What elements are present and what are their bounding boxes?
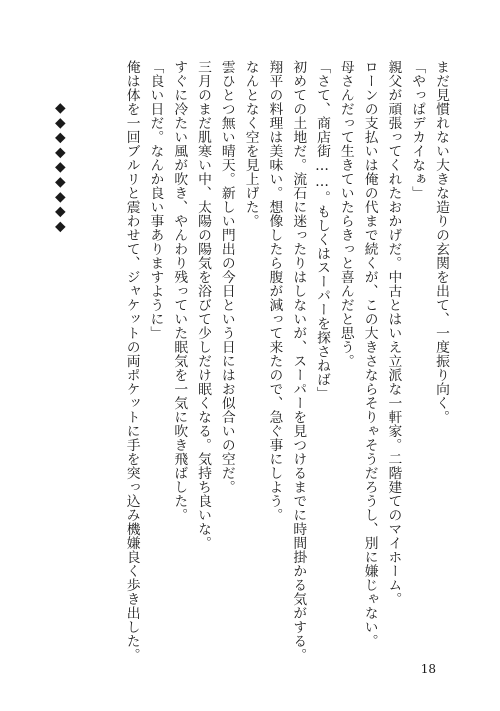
blank-line bbox=[71, 60, 95, 630]
blank-line bbox=[0, 60, 24, 630]
text-line: 俺は体を一回ブルリと震わせて、ジャケットの両ポケットに手を突っ込み機嫌良く歩き出した。 bbox=[123, 60, 140, 662]
dialogue-line: 「さて、商店街……。もしくはスーパーを探さねば」 bbox=[314, 60, 331, 401]
blank-line bbox=[95, 60, 119, 630]
text-line: すぐに冷たい風が吹き、やんわり残っていた眠気を一気に吹き飛ばした。 bbox=[171, 60, 188, 522]
text-line: 雲ひとつ無い晴天。新しい門出の今日という日にはお似合いの空だ。 bbox=[218, 60, 235, 494]
text-line: 母さんだって生きていたらきっと喜んだと思う。 bbox=[337, 60, 354, 368]
text-line: ローンの支払いは俺の代まで続くが、この大きさならそりゃそうだろうし、別に嫌じゃない。 bbox=[361, 60, 378, 648]
text-line: 初めての土地だ。流石に迷ったりはしないが、スーパーを見つけるまでに時間掛かる気がする。 bbox=[290, 60, 307, 662]
dialogue-line: 「良い日だ。なんか良い事ありますように」 bbox=[147, 60, 164, 340]
scene-break-diamonds: ◆◆◆◆◆◆◆◆◆ bbox=[52, 100, 69, 234]
text-line: 翔平の料理は美味い。想像したら腹が減って来たので、急ぐ事にしよう。 bbox=[266, 60, 283, 522]
text-line: 親父が頑張ってくれたおかげだ。中古とはいえ立派な一軒家。二階建てのマイホーム。 bbox=[385, 60, 402, 606]
dialogue-line: 「やっぱデカイなぁ」 bbox=[409, 60, 426, 200]
text-line: なんとなく空を見上げた。 bbox=[242, 60, 259, 228]
vertical-text-body bbox=[0, 60, 452, 662]
page-number: 18 bbox=[420, 662, 436, 676]
text-line: まだ見慣れない大きな造りの玄関を出て、一度振り向く。 bbox=[433, 60, 449, 424]
text-line: 三月のまだ肌寒い中、太陽の陽気を浴びて少しだけ眠くなる。気持ち良いな。 bbox=[195, 60, 212, 550]
blank-line bbox=[24, 60, 48, 630]
